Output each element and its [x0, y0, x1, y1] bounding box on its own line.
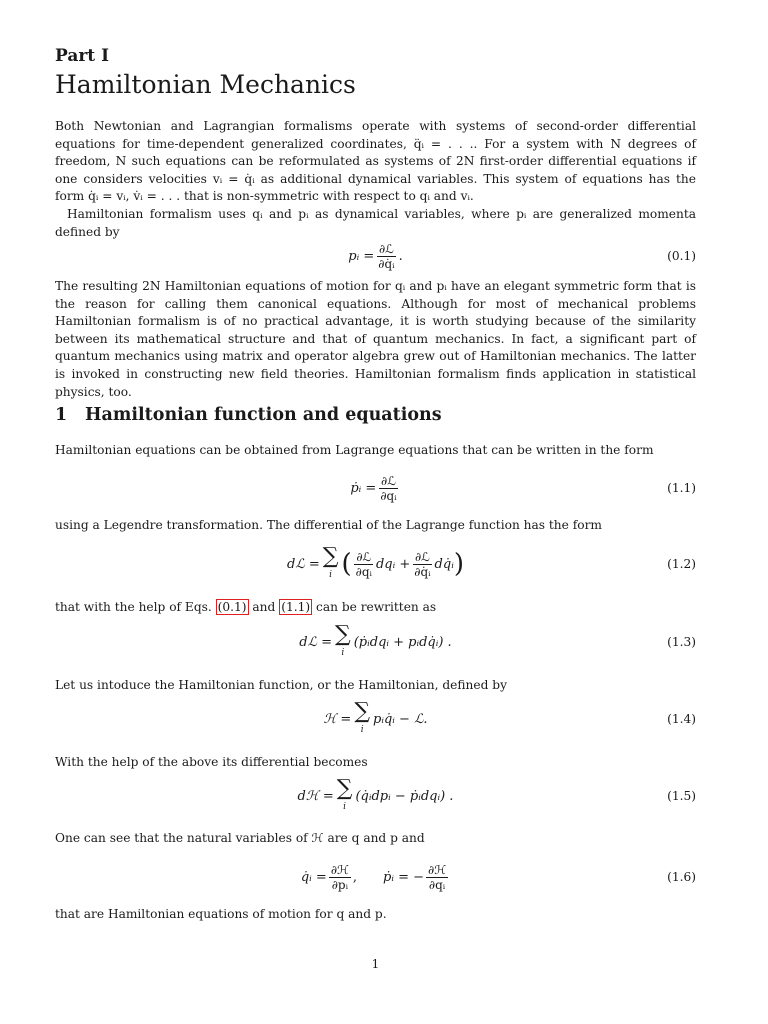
equation-1-3: dℒ = ∑ i (ṗᵢdqᵢ + pᵢdq̇ᵢ) . (1.3): [299, 622, 696, 658]
equation-number: (1.2): [667, 557, 696, 571]
equation-number: (1.4): [667, 712, 696, 726]
section-number: 1: [55, 405, 68, 425]
equation-1-1: ṗᵢ = $\frac{\text{∂ℒ}}{\text{∂qᵢ}}$ (1.1): [350, 473, 696, 503]
summation-symbol: ∑ i: [322, 544, 339, 580]
eq-lhs: pᵢ =: [348, 248, 375, 264]
equation-1-2: dℒ = ∑ i ( $\frac{\text{∂ℒ}}{\text{∂qᵢ}}$ dqᵢ + $\frac{\text{∂ℒ}}{\text{∂q̇ᵢ}}$ dq̇ᵢ ) (1.2): [287, 544, 696, 580]
section-paragraph-4: Let us intoduce the Hamiltonian function, or the Hamiltonian, defined by: [55, 678, 507, 692]
equation-1-4: ℋ = ∑ i pᵢq̇ᵢ − ℒ. (1.4): [323, 699, 696, 735]
intro-paragraph-1: Both Newtonian and Lagrangian formalisms operate with systems of second-order differential equations for time-dependent generalized coordinates, q̈ᵢ = . . .. For a system with N degrees of freedom, N such equations can be reformulated as systems of 2N first-order differential equations if one considers velocities vᵢ = q̇ᵢ as additional dynamical variables. This system of equations has the form q̇ᵢ = vᵢ, v̇ᵢ = . . . that is non-symmetric with respect to qᵢ and vᵢ.: [55, 119, 696, 204]
equation-ref-link[interactable]: (1.1): [281, 600, 311, 614]
equation-0-1: pᵢ = $\frac{\text{∂ℒ}}{\text{∂q̇ᵢ}}$ . (0.1): [348, 241, 696, 271]
eq-fraction: $\frac{\text{∂ℒ}}{\text{∂q̇ᵢ}}$: [378, 241, 395, 271]
page-title: Hamiltonian Mechanics: [55, 70, 356, 99]
section-paragraph-6: One can see that the natural variables of ℋ are q and p and: [55, 831, 425, 845]
section-paragraph-7: that are Hamiltonian equations of motion for q and p.: [55, 907, 387, 921]
equation-number: (0.1): [667, 249, 696, 263]
summation-symbol: ∑ i: [336, 776, 353, 812]
section-heading: [55, 405, 442, 425]
equation-number: (1.1): [667, 481, 696, 495]
part-label: Part I: [55, 46, 110, 66]
equation-1-5: dℋ = ∑ i (q̇ᵢdpᵢ − ṗᵢdqᵢ) . (1.5): [297, 776, 696, 812]
summation-symbol: ∑ i: [335, 622, 351, 658]
equation-number: (1.6): [667, 870, 696, 884]
page-number: 1: [371, 957, 380, 971]
equation-1-6: q̇ᵢ = $\frac{\text{∂ℋ}}{\text{∂pᵢ}}$ , ṗᵢ = − $\frac{\text{∂ℋ}}{\text{∂qᵢ}}$ (1.6): [300, 862, 696, 892]
section-paragraph-1: Hamiltonian equations can be obtained from Lagrange equations that can be written in the form: [55, 443, 654, 457]
equation-number: (1.5): [667, 789, 696, 803]
section-paragraph-3: that with the help of Eqs. (0.1) and (1.1) can be rewritten as: [55, 600, 437, 614]
section-paragraph-5: With the help of the above its differential becomes: [55, 755, 368, 769]
intro-paragraph-3: The resulting 2N Hamiltonian equations of motion for qᵢ and pᵢ have an elegant symmetric form that is the reason for calling them canonical equations. Although for most of mechanical problems Hamiltonian formalism is of no practical advantage, it is worth studying because of the similarity between its mathematical structure and that of quantum mechanics. In fact, a significant part of quantum mechanics using matrix and operator algebra grew out of Hamiltonian mechanics. The latter is invoked in constructing new field theories. Hamiltonian formalism finds application in statistical physics, too.: [55, 279, 696, 399]
summation-symbol: ∑ i: [354, 699, 371, 735]
section-paragraph-2: using a Legendre transformation. The differential of the Lagrange function has the form: [55, 518, 602, 532]
section-title: Hamiltonian function and equations: [85, 405, 442, 425]
intro-paragraph-2: Hamiltonian formalism uses qᵢ and pᵢ as dynamical variables, where pᵢ are generalized momenta defined by: [55, 207, 696, 239]
equation-ref-link[interactable]: (0.1): [217, 600, 247, 614]
paper-page: [55, 0, 696, 1024]
equation-number: (1.3): [667, 635, 696, 649]
